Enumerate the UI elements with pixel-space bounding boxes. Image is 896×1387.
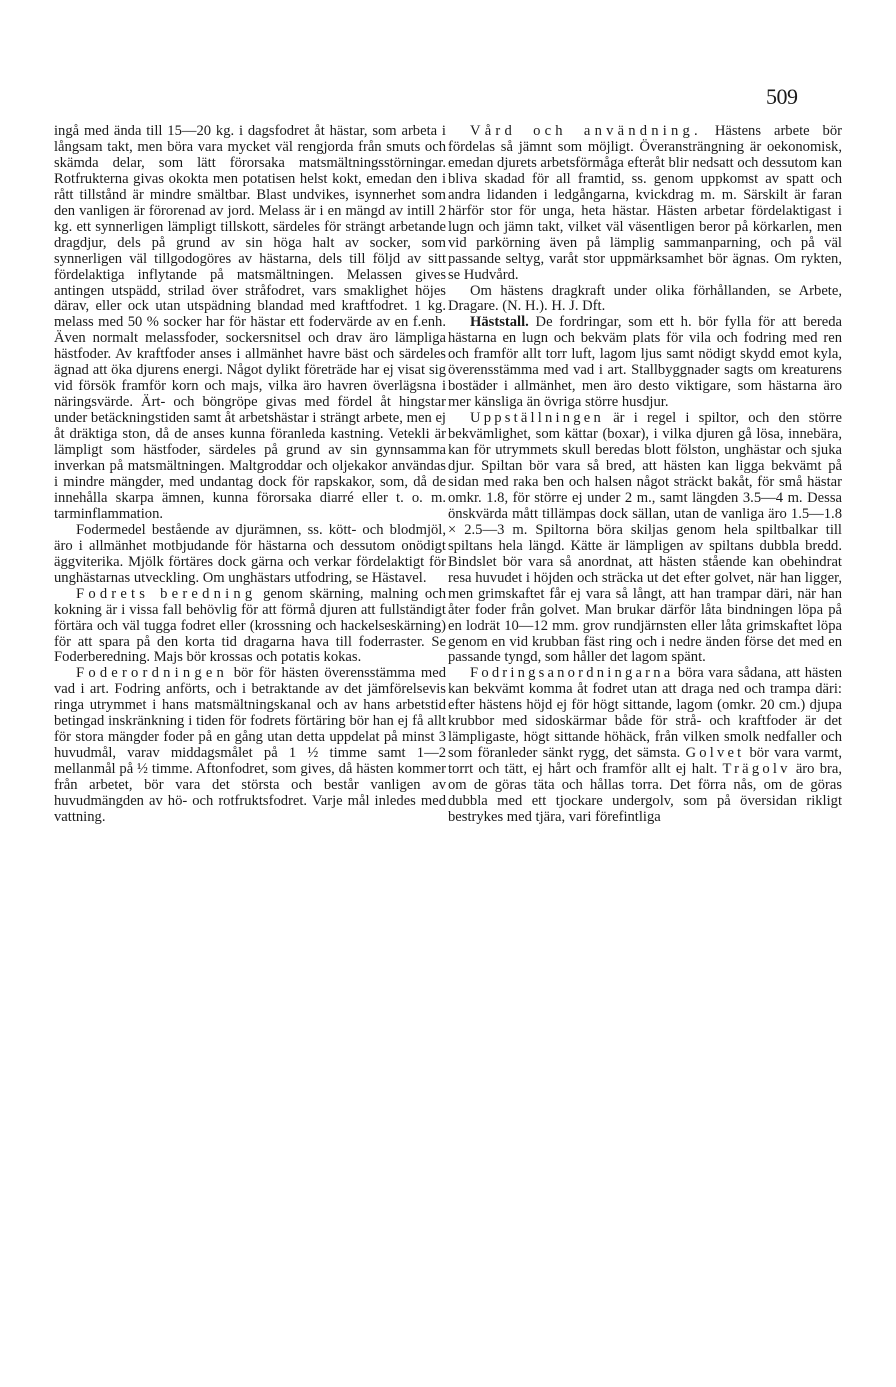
term-fodringsanordningarna: Fodringsanordningarna (470, 665, 674, 682)
paragraph-draught-power: Om hästens dragkraft under olika förhållanden, se Arbete, Dragare. (N. H.). H. J. Dft. (448, 282, 842, 315)
paragraph-care-use (448, 124, 842, 284)
paragraph-feeding-order-body: bör för hästen överensstämma med vad i art. Fodring anförts, och i betraktande av det jämförelsevis ringa utrymmet i hans matsmältningskanal och av hans arbetstid betingad inskränkning i tiden för fodrets förtäring bör han ej få allt för stora mängder foder på en gång utan detta uppdelat på minst 3 huvudmål, varav middagsmålet på 1 ½ timme samt 1—2 mellanmål på ½ timme. Aftonfodret, som gives, då hästen kommer från arbetet, bör vara det största och består vanligen av huvudmängden av hö- och rotfruktsfodret. Varje mål inledes med vattning. (54, 665, 446, 825)
term-tragolv: Trägolv (722, 761, 791, 778)
term-vard-och-anvandning: Vård och användning. (470, 123, 702, 139)
term-foderordningen: Foderordningen (76, 665, 229, 682)
left-column (54, 124, 446, 826)
paragraph-feed-preparation-body: genom skärning, malning och kokning är i vissa fall behövlig för att förmå djuren att fullständigt förtära och väl tugga fodret eller (krossning och hackelseskärning) för att spara på den korta tid dragarna hava till foderraster. Se Foderberedning. Majs bör krossas och potatis kokas. (54, 585, 446, 666)
paragraph-feed-preparation (54, 587, 446, 667)
paragraph-stall-layout-body: är i regel i spiltor, och den större bekvämlighet, som kättar (boxar), i vilka djuren gå lösa, innebära, kan för utrymmets skull beredas blott fölston, unghästar och sjuka djur. Spiltan bör vara så bred, att hästen kan ligga bekvämt på sidan med raka ben och halsen något sträckt bakåt, för små hästar omkr. 1.8, för större ej under 2 m., samt längden 3.5—4 m. Dessa önskvärda mått tillämpas dock sällan, utan de vanliga äro 1.5—1.8 × 2.5—3 m. Spiltorna böra skiljas genom hela spiltbalkar till spiltans hela längd. Kätte är lämpligen av spiltans dubbla bredd. Bindslet bör vara så anordnat, att hästen stående kan obehindrat resa huvudet i höjden och sträcka ut det efter golvet, när han ligger, men grimskaftet får ej vara så långt, att han trampar däri, när han åter foder från golvet. Man brukar därför låta bindningen löpa på en lodrät 10—12 mm. grov rundjärnsten eller låta grimskaftet löpa genom en vid krubban fäst ring och i nedre änden förse det med en passande tyngd, som håller det lagom spänt. (448, 410, 842, 666)
term-golvet: Golvet (685, 745, 745, 762)
right-column (448, 124, 842, 826)
paragraph-stall-layout (448, 411, 842, 666)
term-fodrets-beredning: Fodrets beredning (76, 585, 257, 602)
paragraph-feed-text: ingå med ända till 15—20 kg. i dagsfodret åt hästar, som arbeta i långsam takt, men böra vara mycket väl rengjorda från smuts och skämda delar, som lätt förorsaka matsmältningsstörningar. Rotfrukterna givas okokta men potatisen helst kokt, emedan den i rått tillstånd är mindre smältbar. Blast undvikes, isynnerhet som den vanligen är förorenad av jord. Melass är i en mängd av intill 2 kg. ett synnerligen lämpligt tillskott, särdeles för strängt arbetande dragdjur, dels på grund av sin höga halt av socker, som synnerligen väl tillgodogöres av hästarna, dels till följd av sitt fördelaktiga inflytande på matsmältningen. Melassen gives antingen utspädd, strilad över stråfodret, vars smaklighet höjes därav, eller ock utan utspädning blandad med kraftfodret. 1 kg. melass med 50 % socker har för hästar ett fodervärde av en f.enh. Även normalt melassfoder, sockersnitsel och drav äro lämpliga hästfoder. Av kraftfoder anses i allmänhet havre bäst och särdeles ägnad att öka djurens energi. Något dylikt företräde har ej visat sig vid försök framför korn och majs, vilka äro havren överlägsna i näringsvärde. Ärt- och böngröpe givas med fördel åt hingstar under betäckningstiden samt åt arbetshästar i strängt arbete, men ej åt dräktiga ston, då de anses kunna föranleda kastning. Vetekli är lämpligt som hästfoder, särdeles på grund av sin gynnsamma inverkan på matsmältningen. Maltgroddar och oljekakor användas i mindre mängder, med undantag dock för rapskakor, som, då de innehålla skarpa ämnen, kunna förorsaka diarré eller t. o. m. tarminflammation. (54, 123, 446, 522)
paragraph-horse-stable-body: De fordringar, som ett h. bör fylla för att bereda hästarna en lugn och bekväm plats för vila och fodring med ren och framför allt torr luft, lagom ljus samt nödigt skydd emot kyla, överensstämma med vad i art. Stallbyggnader sagts om kreaturens bostäder i allmänhet, men äro desto viktigare, som hästarna äro mer känsliga än övriga större husdjur. (448, 314, 842, 411)
paragraph-feeding-order (54, 666, 446, 826)
page-number: 509 (766, 84, 798, 109)
paragraph-feeding-arrangements-part2: bör vara varmt, torrt och tätt, ej hårt och framför allt ej halt. (448, 745, 843, 778)
term-uppstallningen: Uppställningen (470, 410, 604, 427)
paragraph-feeding-arrangements (448, 666, 842, 826)
paragraph-care-use-body: Hästens arbete bör fördelas så jämnt som möjligt. Överansträngning är oekonomisk, emedan djurets arbetsförmåga efteråt blir nedsatt och dessutom kan bliva skadad för all framtid, ss. genom uppkomst av spatt och andra lidanden i ledgångarna, kvickdrag m. m. Särskilt är faran härför stor för unga, heta hästar. Hästen arbetar fördelaktigast i lugn och jämn takt, vilket väl väsentligen beror på körkarlen, men vid parkörning även på lämplig sammanparning, och på väl passande seltyg, varåt stor uppmärksamhet bör ägnas. Om rykten, se Hudvård. (448, 123, 843, 283)
entry-head-hststall: Häststall. (470, 314, 529, 331)
paragraph-feeding-arrangements-part3: äro bra, om de göras täta och hållas torra. Det förra nås, om de göras dubbla med ett tjockare undergolv, som på översidan rikligt bestrykes med tjära, vari förefintliga (448, 761, 842, 825)
paragraph-feeding-arrangements-part1: böra vara sådana, att hästen kan bekvämt komma åt fodret utan att draga ned och trampa däri: efter hästens höjd ej för högt sittande, lagom (omkr. 20 cm.) djupa krubbor med sidoskärmar både för strå- och kraftfoder är det lämpligaste, högt sittande höhäck, från vilken smolk nedfaller och som föranleder sänkt rygg, det sämsta. (448, 665, 842, 762)
paragraph-animal-feeds: Fodermedel bestående av djurämnen, ss. kött- och blodmjöl, äro i allmänhet motbjudande för hästarna och dessutom onödigt äggviterika. Mjölk förtäres dock gärna och verkar fördelaktigt för unghästarnas utveckling. Om unghästars utfodring, se Hästavel. (54, 521, 446, 586)
paragraph-horse-stable (448, 315, 842, 411)
